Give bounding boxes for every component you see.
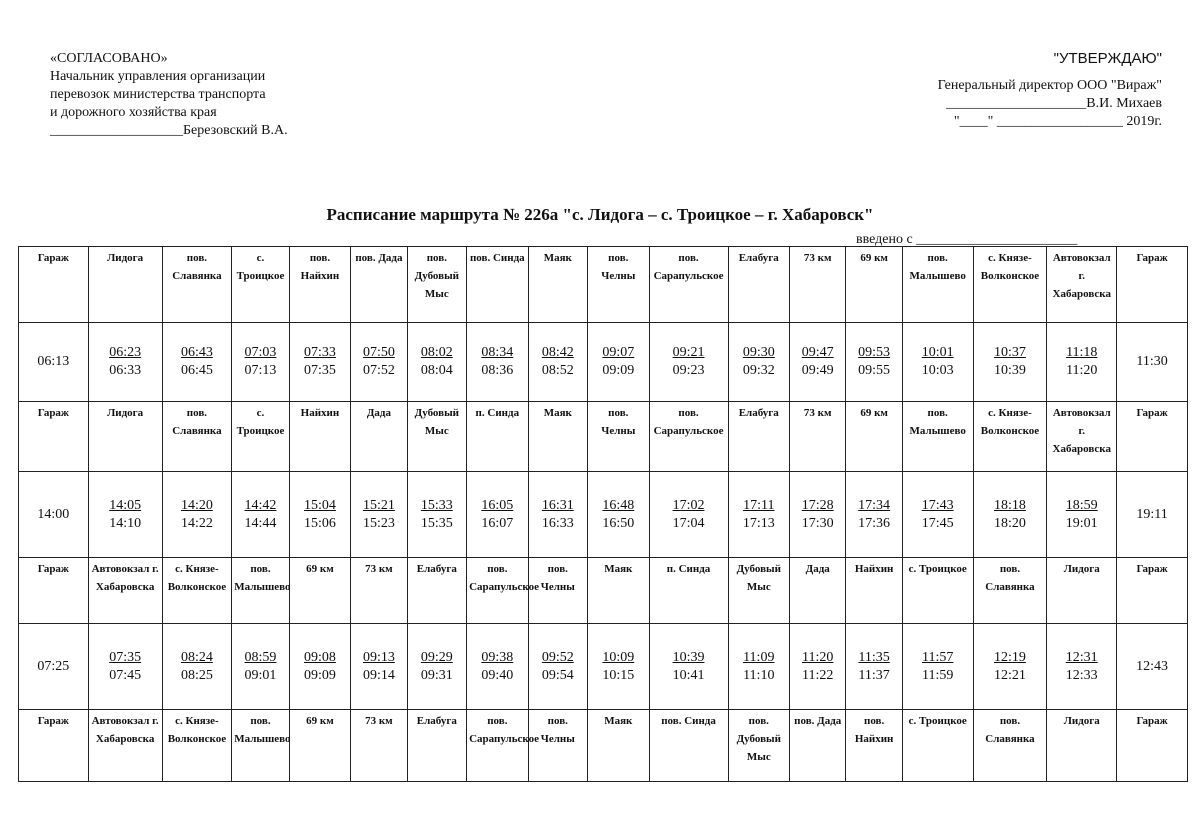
stop-time-cell xyxy=(162,472,232,558)
header-row xyxy=(19,558,1188,624)
stop-header-cell: Маяк xyxy=(588,710,650,782)
departure-time: 19:01 xyxy=(1065,515,1098,531)
stop-header-cell: пов. Славянка xyxy=(162,247,232,323)
stop-header-cell: пов. Челны xyxy=(528,558,587,624)
arrival-time: 16:05 xyxy=(481,497,514,513)
header-row xyxy=(19,402,1188,472)
document-title: Расписание маршрута № 226а "с. Лидога – с. Троицкое – г. Хабаровск" xyxy=(326,205,874,224)
departure-time: 10:39 xyxy=(994,363,1026,378)
trip-row xyxy=(19,624,1188,710)
arrival-time: 11:20 xyxy=(802,649,834,665)
approval-position-line: перевозок министерства транспорта xyxy=(50,87,266,102)
departure-time: 15:35 xyxy=(420,515,453,531)
stop-header-cell: пов. Синда xyxy=(467,247,529,323)
departure-time: 08:36 xyxy=(481,363,514,378)
stop-header-cell: Автовокзал г. Хабаровска xyxy=(88,710,162,782)
header-row xyxy=(19,710,1188,782)
stop-header-cell: пов. Славянка xyxy=(162,402,232,472)
stop-time-cell xyxy=(289,472,351,558)
departure-time: 11:20 xyxy=(1066,363,1098,378)
departure-time: 10:03 xyxy=(921,363,954,378)
departure-time: 14:44 xyxy=(244,515,277,531)
stop-header-cell: с. Троицкое xyxy=(902,558,973,624)
arrival-time: 07:03 xyxy=(244,345,277,360)
departure-time: 09:01 xyxy=(244,667,277,683)
stop-time-cell xyxy=(351,323,407,402)
departure-time: 16:50 xyxy=(602,515,635,531)
stop-time-cell xyxy=(728,624,790,710)
departure-time: 17:04 xyxy=(672,515,705,531)
stop-header-cell: Маяк xyxy=(528,402,587,472)
stop-header-cell: Лидога xyxy=(1047,710,1117,782)
arrival-time: 14:05 xyxy=(109,497,142,513)
stop-header-cell: Гараж xyxy=(19,710,89,782)
departure-time: 16:07 xyxy=(481,515,514,531)
arrival-time: 11:18 xyxy=(1066,345,1098,360)
departure-time: 08:25 xyxy=(180,667,213,683)
garage-departure-time: 07:25 xyxy=(19,624,89,710)
arrival-time: 11:35 xyxy=(858,649,890,665)
schedule-table xyxy=(18,246,1188,782)
arrival-time: 14:42 xyxy=(244,497,277,513)
departure-time: 07:35 xyxy=(304,363,336,378)
stop-header-cell: Гараж xyxy=(1117,402,1188,472)
stop-header-cell: с. Князе-Волконское xyxy=(162,558,232,624)
departure-time: 10:41 xyxy=(672,667,705,683)
departure-time: 09:49 xyxy=(801,363,834,378)
departure-time: 17:30 xyxy=(801,515,834,531)
stop-time-cell xyxy=(588,323,650,402)
arrival-time: 09:21 xyxy=(672,345,705,360)
arrival-time: 09:53 xyxy=(858,345,891,360)
arrival-time: 09:13 xyxy=(362,649,395,665)
stop-header-cell: Гараж xyxy=(1117,247,1188,323)
arrival-time: 10:01 xyxy=(921,345,954,360)
departure-time: 16:33 xyxy=(541,515,574,531)
stop-header-cell: пов. Сарапульское xyxy=(649,247,728,323)
arrival-time: 11:09 xyxy=(743,649,775,665)
departure-time: 06:45 xyxy=(180,363,213,378)
stop-header-cell: пов. Малышево xyxy=(902,402,973,472)
departure-time: 17:13 xyxy=(742,515,775,531)
stop-time-cell xyxy=(902,472,973,558)
departure-time: 06:33 xyxy=(109,363,142,378)
stop-header-cell: пов. Дада xyxy=(351,247,407,323)
arrival-time: 06:23 xyxy=(109,345,142,360)
arrival-time: 10:09 xyxy=(602,649,635,665)
departure-time: 09:09 xyxy=(602,363,635,378)
stop-header-cell: пов. Сарапульское xyxy=(467,710,529,782)
stop-time-cell xyxy=(728,323,790,402)
stop-header-cell: п. Синда xyxy=(467,402,529,472)
stop-time-cell xyxy=(1047,323,1117,402)
stop-header-cell: с. Троицкое xyxy=(902,710,973,782)
stop-header-cell: с. Князе-Волконское xyxy=(973,247,1047,323)
departure-time: 07:52 xyxy=(362,363,395,378)
departure-time: 12:21 xyxy=(994,667,1026,683)
stop-time-cell xyxy=(407,624,466,710)
stop-header-cell: с. Князе-Волконское xyxy=(162,710,232,782)
stop-header-cell: пов. Челны xyxy=(588,247,650,323)
arrival-time: 07:50 xyxy=(362,345,395,360)
departure-time: 09:14 xyxy=(362,667,395,683)
departure-time: 17:45 xyxy=(921,515,954,531)
arrival-time: 08:02 xyxy=(420,345,453,360)
stop-time-cell xyxy=(528,323,587,402)
stop-header-cell: с. Троицкое xyxy=(232,247,289,323)
stop-header-cell: 69 км xyxy=(289,710,351,782)
arrival-time: 17:28 xyxy=(801,497,834,513)
departure-time: 09:09 xyxy=(304,667,336,683)
arrival-time: 09:29 xyxy=(420,649,453,665)
garage-departure-time: 06:13 xyxy=(19,323,89,402)
departure-time: 11:37 xyxy=(858,667,890,683)
departure-time: 11:22 xyxy=(802,667,834,683)
stop-header-cell: Дубовый Мыс xyxy=(728,558,790,624)
departure-time: 14:10 xyxy=(109,515,142,531)
stop-header-cell: Елабуга xyxy=(407,710,466,782)
arrival-time: 18:18 xyxy=(994,497,1026,513)
stop-time-cell xyxy=(846,472,902,558)
stop-header-cell: Гараж xyxy=(19,558,89,624)
departure-time: 07:13 xyxy=(244,363,277,378)
stop-time-cell xyxy=(88,472,162,558)
stop-time-cell xyxy=(232,472,289,558)
departure-time: 15:23 xyxy=(362,515,395,531)
arrival-time: 08:34 xyxy=(481,345,514,360)
stop-time-cell xyxy=(973,624,1047,710)
stop-time-cell xyxy=(467,472,529,558)
arrival-time: 10:37 xyxy=(994,345,1026,360)
stop-time-cell xyxy=(846,323,902,402)
stop-time-cell xyxy=(649,323,728,402)
arrival-time: 09:08 xyxy=(304,649,336,665)
stop-header-cell: пов. Сарапульское xyxy=(649,402,728,472)
stop-header-cell: Гараж xyxy=(1117,710,1188,782)
stop-time-cell xyxy=(528,472,587,558)
departure-time: 11:59 xyxy=(922,667,954,683)
stop-header-cell: Гараж xyxy=(19,247,89,323)
stop-time-cell xyxy=(846,624,902,710)
stop-header-cell: 73 км xyxy=(790,402,846,472)
stop-header-cell: Лидога xyxy=(1047,558,1117,624)
arrival-time: 11:57 xyxy=(922,649,954,665)
stop-time-cell xyxy=(728,472,790,558)
stop-time-cell xyxy=(649,624,728,710)
approval-date-line: "____" __________________ 2019г. xyxy=(953,114,1162,129)
departure-time: 09:31 xyxy=(420,667,453,683)
arrival-time: 16:31 xyxy=(541,497,574,513)
arrival-time: 15:04 xyxy=(304,497,336,513)
garage-arrival-time: 19:11 xyxy=(1117,472,1188,558)
stop-header-cell: пов. Найхин xyxy=(289,247,351,323)
stop-header-cell: Елабуга xyxy=(728,247,790,323)
arrival-time: 17:43 xyxy=(921,497,954,513)
stop-header-cell: 69 км xyxy=(846,247,902,323)
stop-time-cell xyxy=(973,323,1047,402)
stop-time-cell xyxy=(649,472,728,558)
stop-time-cell xyxy=(1047,624,1117,710)
departure-time: 15:06 xyxy=(304,515,336,531)
stop-time-cell xyxy=(467,323,529,402)
departure-time: 08:52 xyxy=(541,363,574,378)
stop-time-cell xyxy=(232,624,289,710)
stop-time-cell xyxy=(289,323,351,402)
stop-time-cell xyxy=(790,472,846,558)
stop-header-cell: Дубовый Мыс xyxy=(407,402,466,472)
stop-header-cell: пов. Малышево xyxy=(232,558,289,624)
stop-header-cell: Гараж xyxy=(19,402,89,472)
stop-time-cell xyxy=(902,624,973,710)
stop-header-cell: Найхин xyxy=(846,558,902,624)
stop-header-cell: 73 км xyxy=(351,710,407,782)
arrival-time: 08:24 xyxy=(180,649,213,665)
garage-arrival-time: 12:43 xyxy=(1117,624,1188,710)
stop-time-cell xyxy=(902,323,973,402)
stop-header-cell: пов. Славянка xyxy=(973,558,1047,624)
stop-header-cell: Найхин xyxy=(289,402,351,472)
stop-time-cell xyxy=(407,323,466,402)
arrival-time: 18:59 xyxy=(1065,497,1098,513)
approval-signature-line: ___________________Березовский В.А. xyxy=(50,123,288,138)
departure-time: 14:22 xyxy=(180,515,213,531)
stop-time-cell xyxy=(528,624,587,710)
stop-header-cell: пов. Челны xyxy=(588,402,650,472)
arrival-time: 17:11 xyxy=(743,497,775,513)
arrival-time: 12:31 xyxy=(1065,649,1098,665)
stop-time-cell xyxy=(973,472,1047,558)
stop-header-cell: пов. Дубовый Мыс xyxy=(407,247,466,323)
approval-position-line: Начальник управления организации xyxy=(50,69,266,84)
stop-time-cell xyxy=(467,624,529,710)
approval-block-right xyxy=(938,50,1162,131)
departure-time: 18:20 xyxy=(994,515,1026,531)
arrival-time: 09:47 xyxy=(801,345,834,360)
stop-header-cell: Автовокзал г. Хабаровска xyxy=(88,558,162,624)
departure-time: 08:04 xyxy=(420,363,453,378)
stop-header-cell: Елабуга xyxy=(728,402,790,472)
trip-row xyxy=(19,323,1188,402)
arrival-time: 09:07 xyxy=(602,345,635,360)
stop-header-cell: пов. Сарапульское xyxy=(467,558,529,624)
stop-time-cell xyxy=(162,323,232,402)
arrival-time: 16:48 xyxy=(602,497,635,513)
stop-header-cell: Автовокзал г. Хабаровска xyxy=(1047,402,1117,472)
stop-header-cell: Дада xyxy=(351,402,407,472)
arrival-time: 08:42 xyxy=(541,345,574,360)
stop-header-cell: пов. Малышево xyxy=(902,247,973,323)
header-row xyxy=(19,247,1188,323)
director-position: Генеральный директор ООО "Вираж" xyxy=(937,78,1162,93)
arrival-time: 15:33 xyxy=(420,497,453,513)
departure-time: 09:54 xyxy=(541,667,574,683)
director-signature-line: ____________________В.И. Михаев xyxy=(946,96,1162,111)
stop-time-cell xyxy=(162,624,232,710)
stop-header-cell: пов. Славянка xyxy=(973,710,1047,782)
approval-position-line: и дорожного хозяйства края xyxy=(50,105,217,120)
stop-header-cell: Маяк xyxy=(588,558,650,624)
stop-header-cell: пов. Синда xyxy=(649,710,728,782)
departure-time: 11:10 xyxy=(743,667,775,683)
stop-header-cell: Гараж xyxy=(1117,558,1188,624)
stop-time-cell xyxy=(790,323,846,402)
stop-header-cell: Лидога xyxy=(88,247,162,323)
departure-time: 09:23 xyxy=(672,363,705,378)
stop-header-cell: пов. Дада xyxy=(790,710,846,782)
stop-header-cell: 69 км xyxy=(846,402,902,472)
stop-header-cell: 73 км xyxy=(351,558,407,624)
stop-header-cell: Лидога xyxy=(88,402,162,472)
arrival-time: 09:30 xyxy=(742,345,775,360)
approval-block-left xyxy=(50,50,288,140)
trip-row xyxy=(19,472,1188,558)
stop-time-cell xyxy=(588,624,650,710)
stop-time-cell xyxy=(351,624,407,710)
stop-header-cell: 69 км xyxy=(289,558,351,624)
approval-caption: «СОГЛАСОВАНО» xyxy=(50,51,168,66)
arrival-time: 07:35 xyxy=(109,649,142,665)
arrival-time: 17:02 xyxy=(672,497,705,513)
stop-header-cell: 73 км xyxy=(790,247,846,323)
stop-header-cell: с. Троицкое xyxy=(232,402,289,472)
departure-time: 12:33 xyxy=(1065,667,1098,683)
arrival-time: 15:21 xyxy=(362,497,395,513)
arrival-time: 07:33 xyxy=(304,345,336,360)
departure-time: 17:36 xyxy=(858,515,891,531)
stop-header-cell: Автовокзал г. Хабаровска xyxy=(1047,247,1117,323)
garage-arrival-time: 11:30 xyxy=(1117,323,1188,402)
stop-header-cell: пов. Найхин xyxy=(846,710,902,782)
stop-time-cell xyxy=(88,323,162,402)
stop-time-cell xyxy=(1047,472,1117,558)
stop-time-cell xyxy=(407,472,466,558)
stop-header-cell: пов. Челны xyxy=(528,710,587,782)
stop-time-cell xyxy=(351,472,407,558)
stop-time-cell xyxy=(232,323,289,402)
departure-time: 10:15 xyxy=(602,667,635,683)
arrival-time: 09:38 xyxy=(481,649,514,665)
departure-time: 09:55 xyxy=(858,363,891,378)
arrival-time: 10:39 xyxy=(672,649,705,665)
introduced-date-line: введено с _______________________ xyxy=(856,232,1078,247)
stop-header-cell: Дада xyxy=(790,558,846,624)
arrival-time: 09:52 xyxy=(541,649,574,665)
garage-departure-time: 14:00 xyxy=(19,472,89,558)
arrival-time: 08:59 xyxy=(244,649,277,665)
stop-time-cell xyxy=(88,624,162,710)
stop-header-cell: пов. Дубовый Мыс xyxy=(728,710,790,782)
arrival-time: 14:20 xyxy=(180,497,213,513)
stop-header-cell: Елабуга xyxy=(407,558,466,624)
stop-header-cell: пов. Малышево xyxy=(232,710,289,782)
departure-time: 09:32 xyxy=(742,363,775,378)
stop-header-cell: Маяк xyxy=(528,247,587,323)
approve-caption: "УТВЕРЖДАЮ" xyxy=(1053,50,1162,67)
stop-time-cell xyxy=(588,472,650,558)
departure-time: 07:45 xyxy=(109,667,142,683)
stop-time-cell xyxy=(289,624,351,710)
departure-time: 09:40 xyxy=(481,667,514,683)
arrival-time: 12:19 xyxy=(994,649,1026,665)
arrival-time: 06:43 xyxy=(180,345,213,360)
stop-header-cell: п. Синда xyxy=(649,558,728,624)
stop-header-cell: с. Князе-Волконское xyxy=(973,402,1047,472)
stop-time-cell xyxy=(790,624,846,710)
arrival-time: 17:34 xyxy=(858,497,891,513)
